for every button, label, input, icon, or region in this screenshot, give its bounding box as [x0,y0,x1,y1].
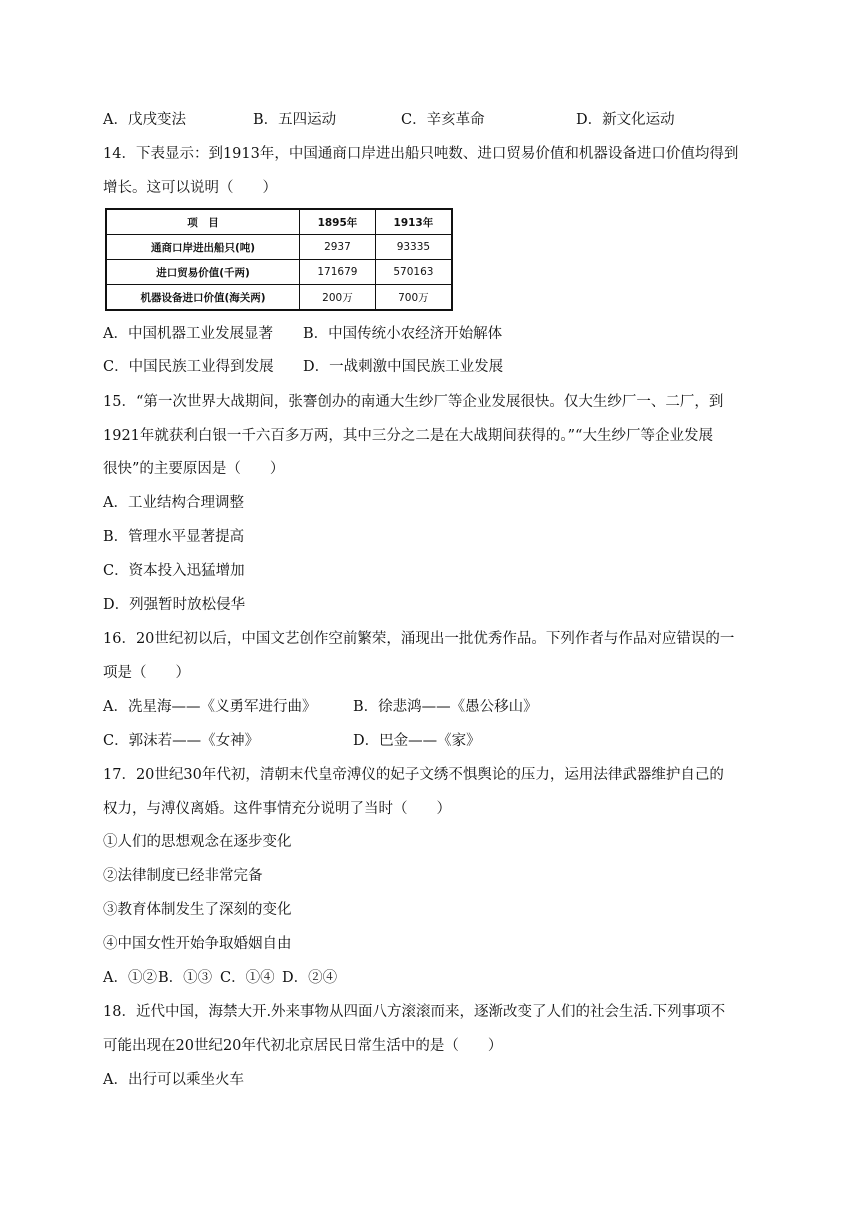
q16-options-row1 [103,697,538,717]
q15-stem-line1: 15．“第一次世界大战期间，张謇创办的南通大生纱厂等企业发展很快。仅大生纱厂一、二厂，到 [103,394,724,410]
q14-option-d[interactable]: D．一战刺激中国民族工业发展 [303,359,504,375]
q16-options-row2 [103,731,481,751]
q17-stem-line1: 17．20世纪30年代初，清朝末代皇帝溥仪的妃子文绣不惧舆论的压力，运用法律武器维护自己的 [103,767,724,783]
table-header-row [106,209,452,235]
q17-option-b[interactable]: B．①③ [158,970,213,986]
table-cell: 570163 [375,260,452,285]
table-cell: 机器设备进口价值(海关两) [106,285,300,311]
table-cell: 2937 [300,235,376,260]
q17-option-c[interactable]: C．①④ [220,970,275,986]
q15-stem-line3: 很快”的主要原因是（ ） [103,461,285,477]
q14-option-a[interactable]: A．中国机器工业发展显著 [103,326,273,342]
q14-option-c[interactable]: C．中国民族工业得到发展 [103,359,274,375]
q14-stem-line1: 14．下表显示：到1913年，中国通商口岸进出船只吨数、进口贸易价值和机器设备进口价值均得到 [103,146,739,162]
table-cell: 进口贸易价值(千两) [106,260,300,285]
q15-option-a[interactable]: A．工业结构合理调整 [103,495,244,511]
q18-stem-line2: 可能出现在20世纪20年代初北京居民日常生活中的是（ ） [103,1038,503,1054]
table-cell: 通商口岸进出船只(吨) [106,235,300,260]
q13-option-c[interactable]: C．辛亥革命 [401,112,485,128]
q16-stem-line1: 16．20世纪初以后，中国文艺创作空前繁荣，涌现出一批优秀作品。下列作者与作品对应错误的一 [103,631,735,647]
q15-stem-line2: 1921年就获利白银一千六百多万两，其中三分之二是在大战期间获得的。”“大生纱厂等企业发展 [103,428,713,444]
q17-item-1: ①人们的思想观念在逐步变化 [103,834,292,850]
table-header: 1895年 [300,209,376,235]
q17-option-d[interactable]: D．②④ [282,970,338,986]
q14-option-b[interactable]: B．中国传统小农经济开始解体 [303,326,503,342]
table-cell: 200万 [300,285,376,311]
q17-options [103,968,344,988]
q13-option-d[interactable]: D．新文化运动 [576,112,675,128]
q14-stem-line2: 增长。这可以说明（ ） [103,180,277,196]
q13-option-a[interactable]: A．戊戌变法 [103,112,186,128]
q17-stem-line2: 权力，与溥仪离婚。这件事情充分说明了当时（ ） [103,801,451,817]
table-cell: 700万 [375,285,452,311]
q17-item-3: ③教育体制发生了深刻的变化 [103,902,292,918]
table-cell: 171679 [300,260,376,285]
q17-item-4: ④中国女性开始争取婚姻自由 [103,936,292,952]
q15-option-d[interactable]: D．列强暂时放松侵华 [103,597,246,613]
table-row [106,235,452,260]
q18-option-a[interactable]: A．出行可以乘坐火车 [103,1072,244,1088]
q13-option-b[interactable]: B．五四运动 [253,112,337,128]
table-row [106,285,452,311]
q16-stem-line2: 项是（ ） [103,665,190,681]
table-cell: 93335 [375,235,452,260]
q17-item-2: ②法律制度已经非常完备 [103,868,263,884]
q18-stem-line1: 18．近代中国，海禁大开.外来事物从四面八方滚滚而来，逐渐改变了人们的社会生活.下列事项不 [103,1004,726,1020]
table-header: 1913年 [375,209,452,235]
q13-options [103,110,675,130]
q14-options-row1 [103,324,502,344]
q15-option-b[interactable]: B．管理水平显著提高 [103,529,245,545]
q16-option-b[interactable]: B．徐悲鸿——《愚公移山》 [353,699,538,715]
q17-option-a[interactable]: A．①② [103,970,157,986]
q16-option-d[interactable]: D．巴金——《家》 [353,733,481,749]
q16-option-c[interactable]: C．郭沫若——《女神》 [103,733,260,749]
q14-options-row2 [103,357,503,377]
table-header: 项 目 [106,209,300,235]
q14-data-table [105,208,453,311]
q15-option-c[interactable]: C．资本投入迅猛增加 [103,563,245,579]
q16-option-a[interactable]: A．冼星海——《义勇军进行曲》 [103,699,317,715]
table-row [106,260,452,285]
